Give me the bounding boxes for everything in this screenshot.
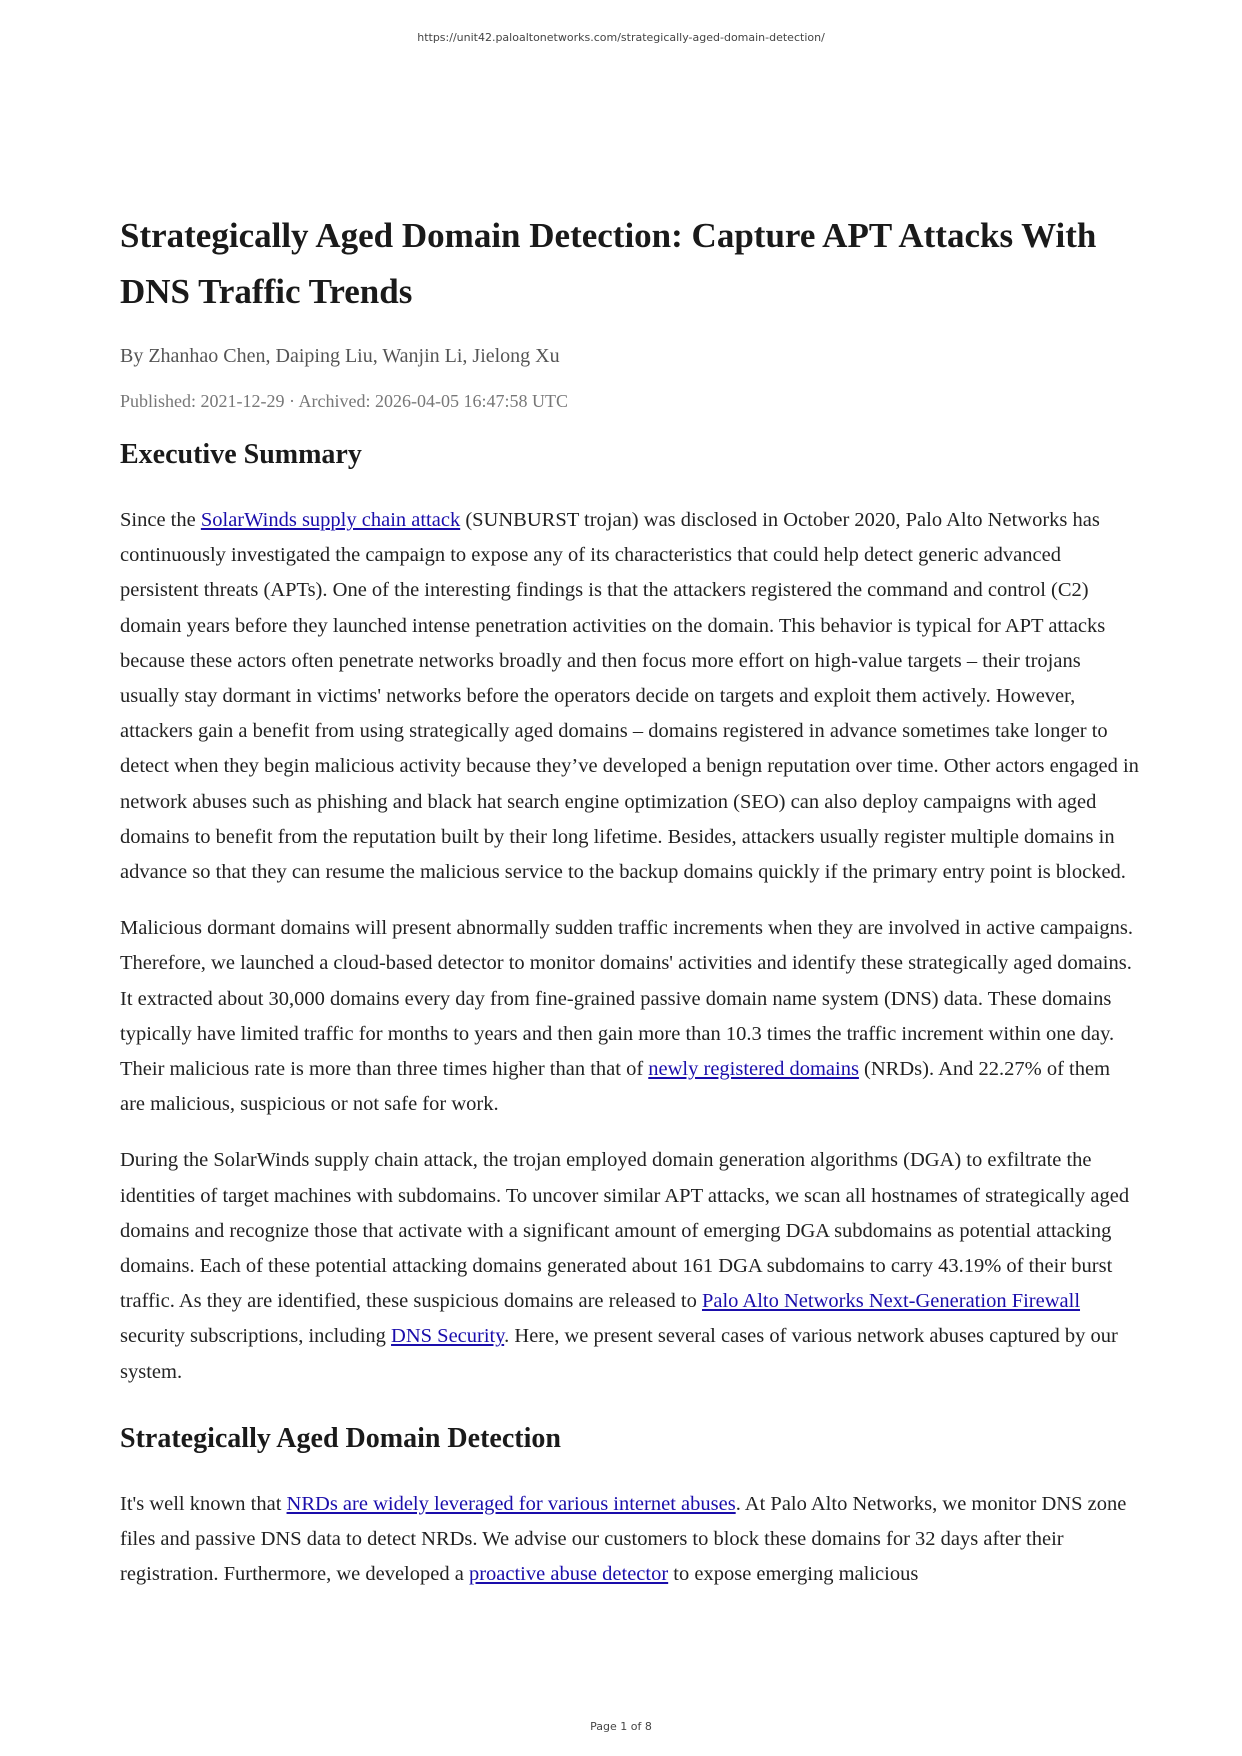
paragraph-text: It's well known that [120, 1492, 287, 1515]
page-number: Page 1 of 8 [590, 1720, 652, 1733]
article [120, 208, 1140, 1592]
article-title: Strategically Aged Domain Detection: Capture APT Attacks With DNS Traffic Trends [120, 216, 1097, 311]
paragraph-text: (SUNBURST trojan) was disclosed in October 2020, Palo Alto Networks has continuously investigated the campaign to expose any of its characteristics that could help detect generic advanced persistent threats (APTs). One of the interesting findings is that the attackers registered the command and control (C2) domain years before they launched intense penetration activities on the domain. This behavior is typical for APT attacks because these actors often penetrate networks broadly and then focus more effort on high-value targets – their trojans usually stay dormant in victims' networks before the operators decide on targets and exploit them actively. However, attackers gain a benefit from using strategically aged domains – domains registered in advance sometimes take longer to detect when they begin malicious activity because they’ve developed a benign reputation over time. Other actors engaged in network abuses such as phishing and black hat search engine optimization (SEO) can also deploy campaigns with aged domains to benefit from the reputation built by their long lifetime. Besides, attackers usually register multiple domains in advance so that they can resume the malicious service to the backup domains quickly if the primary entry point is blocked. [120, 509, 1139, 884]
paragraph-text: to expose emerging malicious [668, 1563, 919, 1586]
paragraph [120, 911, 1140, 1122]
paragraph-text: security subscriptions, including [120, 1325, 392, 1348]
newly-registered-domains-link[interactable]: newly registered domains [648, 1058, 859, 1081]
page-url: https://unit42.paloaltonetworks.com/strategically-aged-domain-detection/ [417, 31, 825, 44]
proactive-abuse-detector-link[interactable]: proactive abuse detector [468, 1563, 669, 1586]
paragraph [120, 503, 1140, 890]
dns-security-link[interactable]: DNS Security [391, 1325, 505, 1348]
paragraph-text: . Here, we present several cases of various network abuses captured by our system. [120, 1325, 1118, 1383]
solarwinds-attack-link[interactable]: SolarWinds supply chain attack [200, 509, 461, 531]
paragraph-text: Malicious dormant domains will present abnormally sudden traffic increments when they are involved in active campaigns. Therefore, we launched a cloud-based detector to monitor domains' activities and identify these strategically aged domains. It extracted about 30,000 domains every day from fine-grained passive domain name system (DNS) data. These domains typically have limited traffic for months to years and then gain more than 10.3 times the traffic increment within one day. Their malicious rate is more than three times higher than that of [120, 917, 1133, 1081]
section-heading-aged-domain-detection: Strategically Aged Domain Detection [120, 1422, 561, 1454]
article-meta: Published: 2021-12-29 · Archived: 2026-04-05 16:47:58 UTC [120, 391, 568, 411]
ngfw-link[interactable]: Palo Alto Networks Next-Generation Firewall [701, 1290, 1081, 1313]
paragraph [120, 1143, 1140, 1389]
paragraph-text: During the SolarWinds supply chain attack, the trojan employed domain generation algorithms (DGA) to exfiltrate the identities of target machines with subdomains. To uncover similar APT attacks, we scan all hostnames of strategically aged domains and recognize those that activate with a significant amount of emerging DGA subdomains as potential attacking domains. Each of these potential attacking domains generated about 161 DGA subdomains to carry 43.19% of their burst traffic. As they are identified, these suspicious domains are released to [120, 1149, 1130, 1313]
article-byline: By Zhanhao Chen, Daiping Liu, Wanjin Li, Jielong Xu [120, 345, 560, 367]
section-heading-executive-summary: Executive Summary [120, 439, 362, 470]
paragraph-text: (NRDs). And 22.27% of them are malicious, suspicious or not safe for work. [120, 1058, 1111, 1116]
paragraph-text: . At Palo Alto Networks, we monitor DNS zone files and passive DNS data to detect NRDs. We advise our customers to block these domains for 32 days after their registration. Furthermore, we developed a [120, 1492, 1127, 1586]
paragraph-text: Since the [120, 509, 201, 531]
paragraph [120, 1487, 1140, 1593]
nrd-abuses-link[interactable]: NRDs are widely leveraged for various internet abuses [286, 1492, 736, 1515]
